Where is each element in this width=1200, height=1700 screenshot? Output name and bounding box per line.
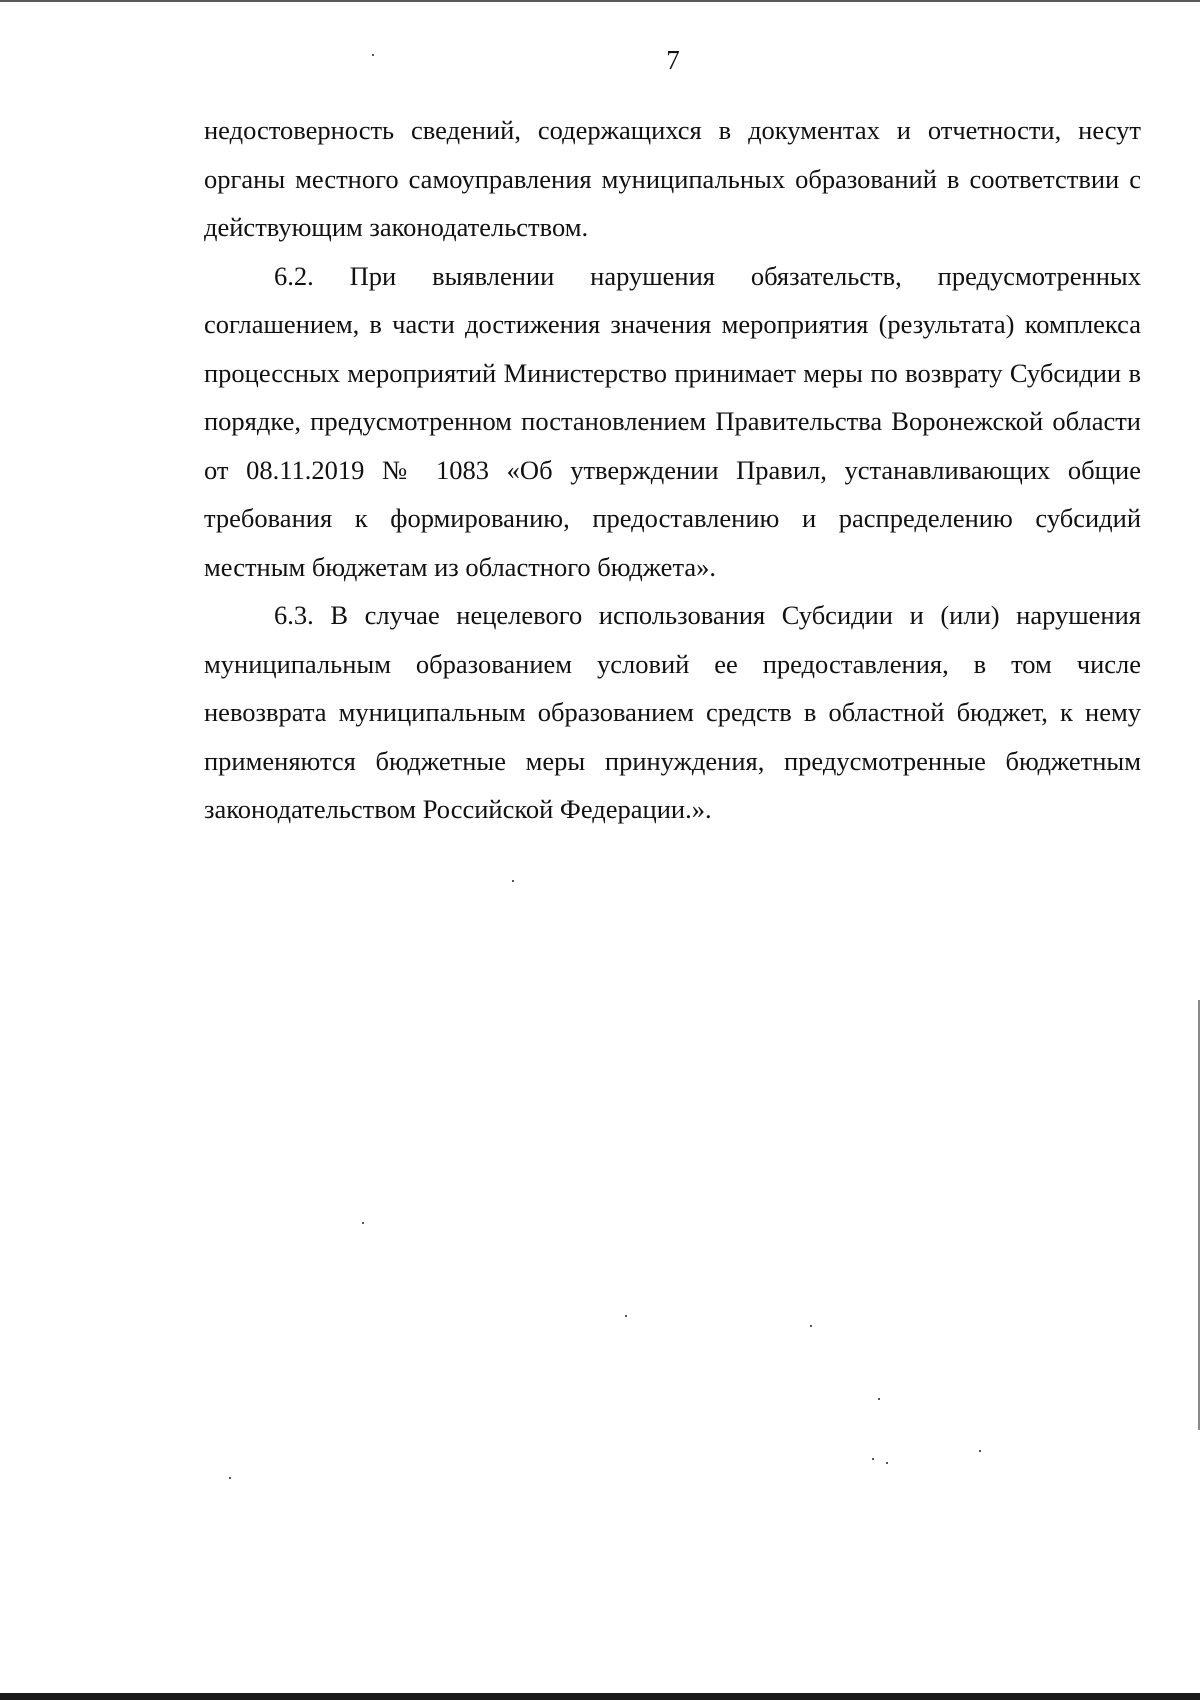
document-body [204, 106, 1141, 834]
scan-speck [886, 1462, 888, 1464]
scan-speck [872, 1458, 874, 1460]
page-number: 7 [666, 45, 680, 75]
scan-speck [979, 1450, 981, 1452]
paragraph-clause-6-2: 6.2. При выявлении нарушения обязательств, предусмотренных соглашением, в части достижения значения мероприятия (результата) комплекса процессных мероприятий Министерство принимает меры по возврату Субсидии в порядке, предусмотренном постановлением Правительства Воронежской области от 08.11.2019 № 1083 «Об утверждении Правил, устанавливающих общие требования к формированию, предоставлению и распределению субсидий местным бюджетам из областного бюджета». [204, 260, 1141, 582]
scan-speck [625, 1315, 627, 1317]
scan-speck [372, 54, 374, 56]
scan-speck [878, 1398, 880, 1400]
scan-speck [512, 880, 514, 882]
scan-speck [229, 1477, 231, 1479]
scan-speck [362, 1222, 364, 1224]
scan-speck [810, 1325, 812, 1327]
paragraph-continuation: недостоверность сведений, содержащихся в документах и отчетности, несут органы местного самоуправления муниципальных образований в соответствии с действующим законодательством. [204, 115, 1141, 242]
paragraph-clause-6-3: 6.3. В случае нецелевого использования Субсидии и (или) нарушения муниципальным образованием условий ее предоставления, в том числе невозврата муниципальным образованием средств в областной бюджет, к нему применяются бюджетные меры принуждения, предусмотренные бюджетным законодательством Российской Федерации.». [204, 600, 1141, 824]
scan-top-edge [0, 0, 1200, 2]
scan-bottom-edge [0, 1693, 1200, 1700]
